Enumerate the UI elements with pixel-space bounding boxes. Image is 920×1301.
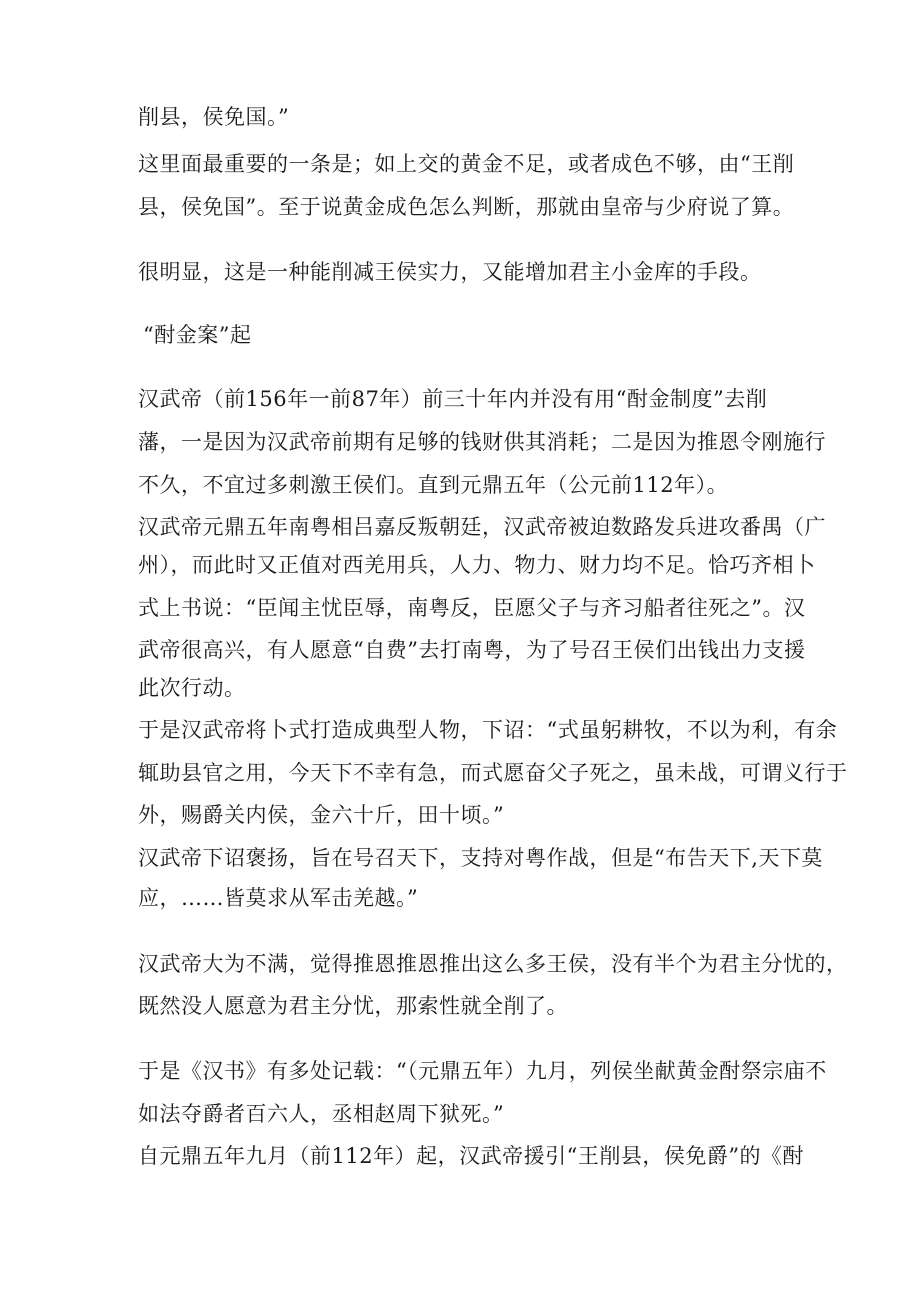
text-line: 藩，一是因为汉武帝前期有足够的钱财供其消耗；二是因为推恩令刚施行 (138, 430, 826, 454)
text-line: 应，……皆莫求从军击羌越。” (138, 886, 419, 910)
text-line: 武帝很高兴，有人愿意“自费”去打南粤，为了号召王侯们出钱出力支援 (138, 638, 806, 662)
text-line: 这里面最重要的一条是；如上交的黄金不足，或者成色不够，由“王削 (138, 152, 795, 176)
text-line: 既然没人愿意为君主分忧，那索性就全削了。 (138, 994, 568, 1018)
text-line: 汉武帝元鼎五年南粤相吕嘉反叛朝廷，汉武帝被迫数路发兵进攻番禺（广 (138, 515, 826, 539)
section-heading: “酎金案”起 (143, 323, 252, 347)
text-line: 自元鼎五年九月（前112年）起，汉武帝援引“王削县，侯免爵”的《酎 (138, 1144, 805, 1168)
text-line: 汉武帝下诏褒扬，旨在号召天下，支持对粤作战，但是“布告天下,天下莫 (138, 846, 823, 870)
text-line: 汉武帝（前156年一前87年）前三十年内并没有用“酎金制度”去削 (138, 387, 768, 411)
text-line: 式上书说：“臣闻主忧臣辱，南粤反，臣愿父子与齐习船者往死之”。汉 (138, 596, 806, 620)
text-line: 如法夺爵者百六人，丞相赵周下狱死。” (138, 1102, 505, 1126)
text-line: 于是《汉书》有多处记载：“（元鼎五年）九月，列侯坐献黄金酎祭宗庙不 (138, 1059, 827, 1083)
text-line: 此次行动。 (138, 676, 246, 700)
text-line: 汉武帝大为不满，觉得推恩推恩推出这么多王侯，没有半个为君主分忧的， (138, 952, 848, 976)
text-line: 州），而此时又正值对西羌用兵，人力、物力、财力均不足。恰巧齐相卜 (138, 553, 816, 577)
text-line: 于是汉武帝将卜式打造成典型人物，下诏：“式虽躬耕牧，不以为利，有余 (138, 718, 838, 742)
text-line: 不久，不宜过多刺激王侯们。直到元鼎五年（公元前112年）。 (138, 473, 729, 497)
text-line: 县，侯免国”。至于说黄金成色怎么判断，那就由皇帝与少府说了算。 (138, 195, 795, 219)
text-line: 外，赐爵关内侯，金六十斤，田十顷。” (138, 803, 505, 827)
text-line: 辄助县官之用，今天下不幸有急，而式愿奋父子死之，虽未战，可谓义行于 (138, 761, 848, 785)
text-line: 很明显，这是一种能削减王侯实力，又能增加君主小金库的手段。 (138, 260, 762, 284)
text-line: 削县，侯免国。” (138, 105, 290, 129)
